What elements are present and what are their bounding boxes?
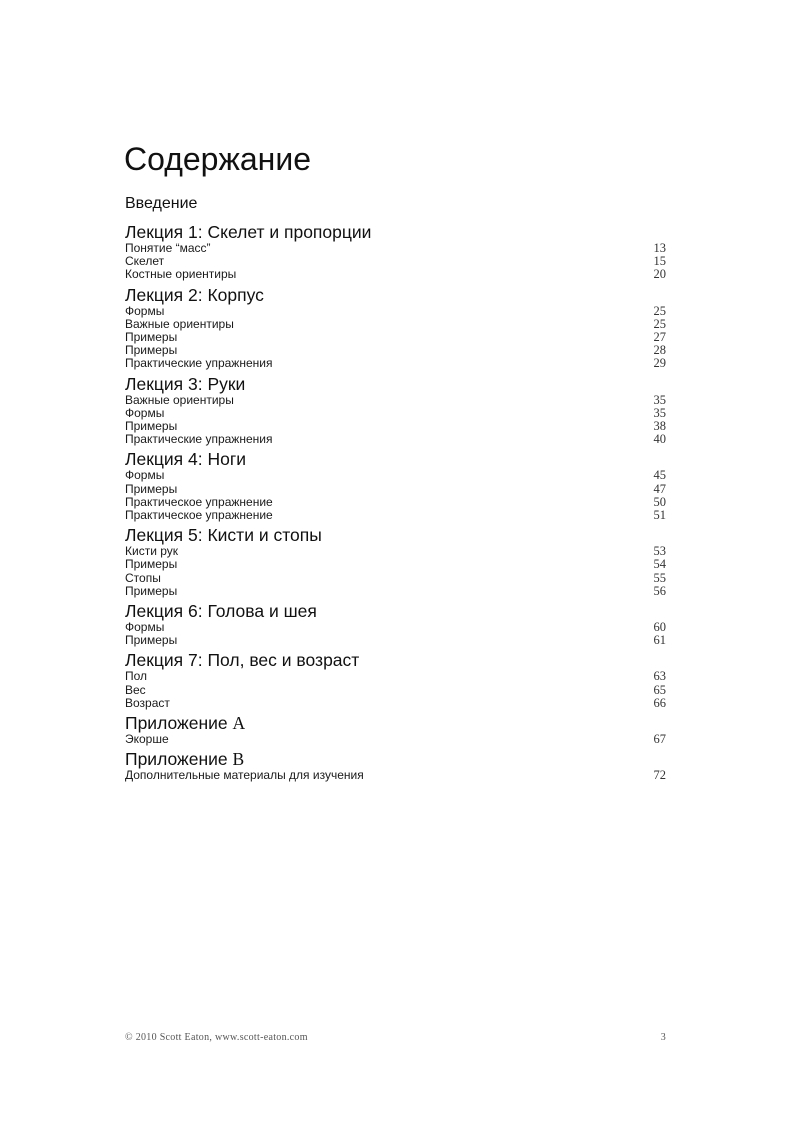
chapter-title[interactable] [125,449,666,469]
toc-entry-page: 63 [653,669,666,684]
toc-entry[interactable] [125,318,666,331]
toc-entry[interactable] [125,733,666,746]
toc-entry[interactable] [125,585,666,598]
chapter-title-text: Приложение [125,713,233,734]
toc-entry[interactable] [125,621,666,634]
chapter-title-text: Лекция 2: Корпус [125,284,264,305]
toc-entry-page: 50 [653,494,666,509]
toc-entry-page: 27 [653,330,666,345]
chapter-title[interactable] [125,650,666,670]
toc-entry-label: Кисти рук [125,544,179,559]
toc-chapter [125,222,666,282]
toc-entry-page: 20 [653,267,666,282]
toc-entry[interactable] [125,394,666,407]
toc-entry-label: Практические упражнения [125,356,273,371]
chapter-title-text: Лекция 7: Пол, вес и возраст [125,650,360,671]
toc-entry[interactable] [125,433,666,446]
toc-entry-label: Примеры [125,481,178,496]
toc-entry[interactable] [125,483,666,496]
toc-intro [125,194,666,214]
toc-entry-page: 60 [653,620,666,635]
page-footer [125,1032,666,1043]
chapter-title[interactable] [125,601,666,621]
toc-entry-page: 54 [653,557,666,572]
toc-chapter [125,650,666,710]
toc-entry-page: 56 [653,583,666,598]
chapter-title-text: Лекция 5: Кисти и стопы [125,525,322,546]
toc-entry[interactable] [125,634,666,647]
toc-entry-label: Примеры [125,557,178,572]
toc-entry-label: Примеры [125,583,178,598]
toc-entry[interactable] [125,558,666,571]
toc-entry-label: Понятие “масс” [125,241,211,255]
toc-entry-label: Стопы [125,570,161,585]
toc-entry-page: 67 [653,732,666,747]
toc-entry[interactable] [125,331,666,344]
toc-entry[interactable] [125,769,666,782]
chapter-title[interactable] [125,222,666,242]
toc-entry-label: Скелет [125,254,165,269]
toc-chapter [125,525,666,598]
toc-entry-page: 25 [653,316,666,331]
toc-entry-page: 72 [653,768,666,783]
toc-entry-page: 47 [653,481,666,496]
toc-entry-label: Практические упражнения [125,432,273,447]
toc-entry[interactable] [125,670,666,683]
toc-entry-page: 15 [653,254,666,269]
toc-entry[interactable] [125,509,666,522]
table-of-contents [125,194,666,785]
footer-copyright: © 2010 Scott Eaton, www.scott-eaton.com [125,1032,308,1043]
toc-chapter [125,713,666,746]
toc-entry-label: Пол [125,669,148,684]
toc-chapter [125,285,666,371]
toc-entry-page: 35 [653,392,666,407]
toc-entry-page: 53 [653,544,666,559]
toc-entry-label: Формы [125,468,165,483]
toc-entry-label: Формы [125,405,165,420]
chapter-title-text: Лекция 3: Руки [125,373,246,394]
toc-entry[interactable] [125,357,666,370]
toc-entry-label: Примеры [125,330,178,345]
toc-entry-page: 13 [653,241,666,255]
toc-entry-page: 65 [653,682,666,697]
toc-entry-label: Практическое упражнение [125,494,273,509]
chapter-title-letter: B [232,749,245,770]
toc-entry-page: 29 [653,356,666,371]
toc-entry-label: Практическое упражнение [125,508,273,523]
chapter-title-text: Лекция 1: Скелет и пропорции [125,222,372,242]
toc-entry[interactable] [125,684,666,697]
toc-entry[interactable] [125,572,666,585]
chapter-title[interactable] [125,285,666,305]
toc-entry-page: 28 [653,343,666,358]
toc-entry-page: 61 [653,633,666,648]
chapter-title[interactable] [125,525,666,545]
chapter-title[interactable] [125,749,666,769]
toc-chapter [125,374,666,447]
toc-entry-label: Формы [125,620,165,635]
toc-entry-label: Примеры [125,633,178,648]
intro-title[interactable]: Введение [125,195,198,212]
toc-entry-label: Дополнительные материалы для изучения [125,768,364,783]
toc-entry-page: 35 [653,405,666,420]
toc-chapter [125,449,666,522]
chapter-title-letter: A [232,713,246,734]
toc-entry-label: Формы [125,303,165,318]
toc-entry[interactable] [125,268,666,281]
toc-entry-label: Экорше [125,732,169,747]
chapter-title[interactable] [125,713,666,733]
footer-page-number: 3 [660,1032,666,1043]
toc-entry-label: Важные ориентиры [125,392,234,407]
toc-entry[interactable] [125,407,666,420]
chapter-title[interactable] [125,374,666,394]
toc-entry-label: Примеры [125,419,178,434]
toc-entry-label: Важные ориентиры [125,316,234,331]
toc-entry[interactable] [125,469,666,482]
toc-entry-page: 55 [653,570,666,585]
toc-entry-page: 45 [653,468,666,483]
toc-entry-label: Примеры [125,343,178,358]
toc-entry-page: 25 [653,303,666,318]
toc-entry-page: 66 [653,695,666,710]
toc-entry-page: 40 [653,432,666,447]
toc-chapter [125,601,666,647]
chapter-title-text: Приложение [125,749,233,770]
toc-entry[interactable] [125,545,666,558]
toc-entry-page: 51 [653,508,666,523]
toc-chapter [125,749,666,782]
chapter-title-text: Лекция 4: Ноги [125,449,246,470]
toc-entry-label: Вес [125,682,146,697]
toc-entry[interactable] [125,697,666,710]
page-title: Содержание [124,141,312,177]
toc-entry-label: Костные ориентиры [125,267,237,282]
toc-entry[interactable] [125,305,666,318]
toc-entry-page: 38 [653,419,666,434]
chapter-title-text: Лекция 6: Голова и шея [125,601,317,622]
toc-entry[interactable] [125,242,666,255]
toc-entry-label: Возраст [125,695,170,710]
